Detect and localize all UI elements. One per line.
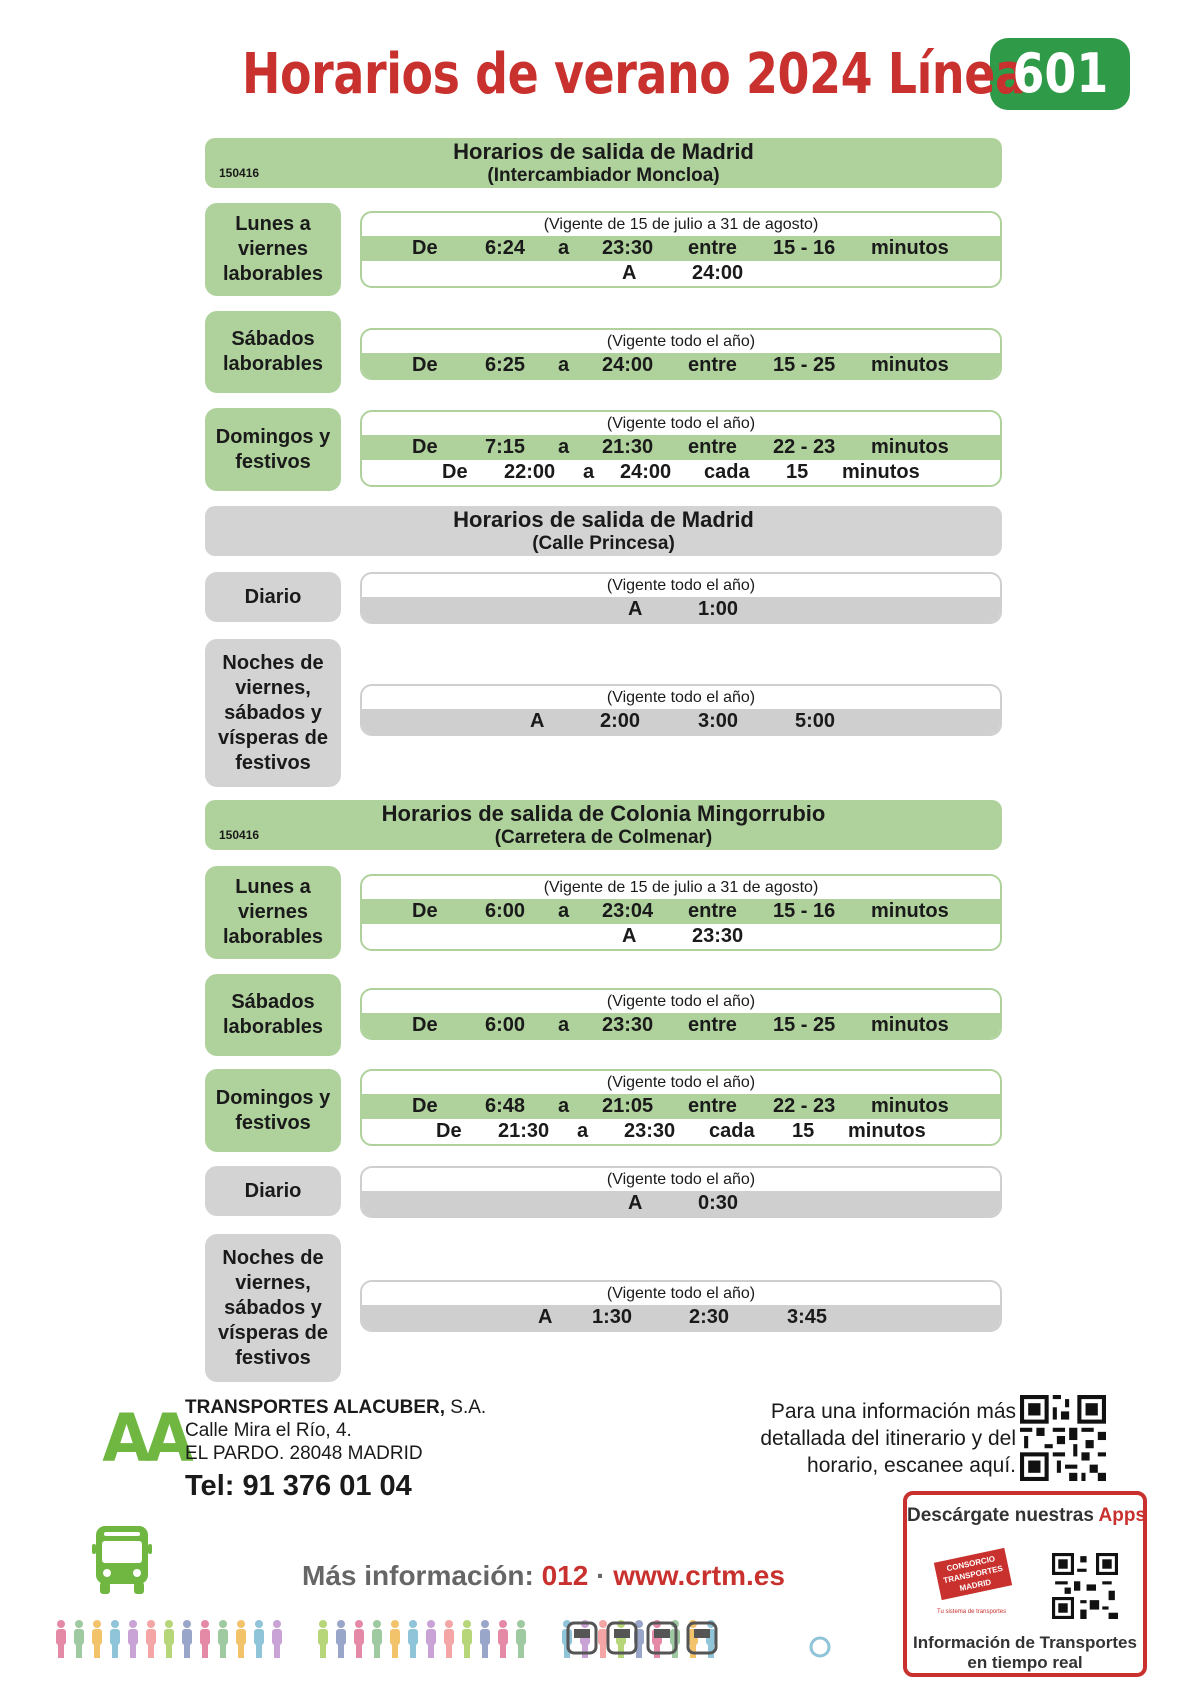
cell: 6:48 (485, 1095, 526, 1117)
schedule-moncloa-weekdays (360, 211, 1002, 288)
cell: A (628, 1192, 643, 1214)
apps-title-text: Descárgate nuestras (907, 1505, 1099, 1526)
person-figure-icon (254, 1620, 264, 1658)
cell: 2:30 (689, 1306, 730, 1328)
section-subtitle: (Intercambiador Moncloa) (487, 165, 720, 186)
cell: 6:25 (485, 354, 526, 376)
cell: 15 - 25 (773, 1014, 836, 1036)
line-number: 601 (1012, 42, 1108, 105)
cell: 15 (792, 1120, 815, 1142)
cell: 23:30 (692, 925, 744, 947)
schedule-princesa-daily (360, 572, 1002, 624)
validity-note: (Vigente todo el año) (606, 689, 756, 706)
schedule-row (362, 1305, 1000, 1330)
company-phone: Tel: 91 376 01 04 (185, 1470, 412, 1502)
cell: 21:05 (602, 1095, 654, 1117)
cell: 23:04 (602, 900, 654, 922)
schedule-moncloa-sundays (360, 410, 1002, 487)
cell: 6:00 (485, 900, 526, 922)
company-address-2: EL PARDO. 28048 MADRID (185, 1443, 423, 1464)
person-figure-icon (56, 1620, 66, 1658)
company-logo: AA (102, 1400, 188, 1477)
more-info (302, 1560, 785, 1592)
cell: De (412, 1095, 438, 1117)
schedule-row (362, 709, 1000, 734)
section-subtitle: (Carretera de Colmenar) (494, 827, 713, 848)
validity-note: (Vigente todo el año) (606, 993, 756, 1010)
cell: minutos (848, 1120, 926, 1142)
cell: 3:45 (787, 1306, 828, 1328)
section-title: Horarios de salida de Colonia Mingorrubio (381, 801, 826, 826)
separator: · (588, 1560, 614, 1591)
cell: 15 - 16 (773, 900, 836, 922)
schedule-row (362, 435, 1000, 460)
people-figures-icon (50, 1615, 890, 1665)
cell: 6:00 (485, 1014, 526, 1036)
bus-icon (92, 1524, 152, 1596)
cell: De (412, 1014, 438, 1036)
cell: 22 - 23 (773, 436, 836, 458)
person-figure-icon (110, 1620, 120, 1658)
section-header-mingorrubio (205, 800, 1002, 850)
schedule-row (362, 1013, 1000, 1038)
line-code: 150416 (219, 828, 260, 842)
person-figure-icon (164, 1620, 174, 1658)
cell: De (412, 900, 438, 922)
cell: A (628, 598, 643, 620)
cell: a (558, 237, 570, 259)
crtm-logo: CONSORCIO TRANSPORTES MADRID (934, 1548, 1012, 1600)
cell: 2:00 (600, 710, 641, 732)
person-figure-icon (336, 1620, 346, 1658)
schedule-moncloa-saturdays (360, 328, 1002, 380)
day-label-saturdays: Sábados laborables (205, 311, 341, 393)
apps-title-highlight: Apps (1098, 1505, 1147, 1526)
cell: entre (688, 354, 737, 376)
info-phone[interactable]: 012 (541, 1560, 589, 1591)
cell: entre (688, 1095, 737, 1117)
section-header-princesa (205, 506, 1002, 556)
cell: minutos (871, 354, 949, 376)
person-figure-icon (372, 1620, 382, 1658)
cell: a (558, 1014, 570, 1036)
cell: minutos (871, 1095, 949, 1117)
schedule-mingorrubio-sundays (360, 1069, 1002, 1146)
info-url-link[interactable]: www.crtm.es (613, 1560, 785, 1591)
cell: 3:00 (698, 710, 739, 732)
company-name: TRANSPORTES ALACUBER, (185, 1397, 446, 1418)
apps-panel (903, 1491, 1147, 1677)
title-text: Horarios de verano 2024 Línea (241, 41, 1026, 107)
section-subtitle: (Calle Princesa) (532, 533, 675, 554)
day-label-weekdays: Lunes a viernes laborables (205, 866, 341, 959)
schedule-row (362, 1094, 1000, 1119)
day-label-sundays: Domingos y festivos (205, 1069, 341, 1152)
validity-note: (Vigente todo el año) (606, 1074, 756, 1091)
person-figure-icon (390, 1620, 400, 1658)
validity-note: (Vigente todo el año) (606, 1171, 756, 1188)
validity-note: (Vigente todo el año) (606, 333, 756, 350)
person-figure-icon (480, 1620, 490, 1658)
cell: 22 - 23 (773, 1095, 836, 1117)
cell: A (538, 1306, 553, 1328)
cell: 21:30 (602, 436, 654, 458)
cell: 5:00 (795, 710, 836, 732)
section-title: Horarios de salida de Madrid (453, 507, 754, 532)
day-label-daily: Diario (205, 572, 341, 622)
schedule-princesa-nights (360, 684, 1002, 736)
cell: 15 - 25 (773, 354, 836, 376)
person-figure-icon (74, 1620, 84, 1658)
cell: a (558, 900, 570, 922)
person-figure-icon (318, 1620, 328, 1658)
person-figure-icon (444, 1620, 454, 1658)
cell: entre (688, 436, 737, 458)
section-title: Horarios de salida de Madrid (453, 139, 754, 164)
cell: 7:15 (485, 436, 526, 458)
cell: 0:30 (698, 1192, 739, 1214)
validity-note: (Vigente todo el año) (606, 415, 756, 432)
person-figure-icon (182, 1620, 192, 1658)
cell: minutos (842, 461, 920, 483)
cell: minutos (871, 436, 949, 458)
validity-note: (Vigente todo el año) (606, 1285, 756, 1302)
apps-footer: Información de Transportes en tiempo real (913, 1633, 1137, 1672)
person-figure-icon (272, 1620, 282, 1658)
person-figure-icon (498, 1620, 508, 1658)
day-label-nights: Noches de viernes, sábados y vísperas de festivos (205, 639, 341, 787)
schedule-row (362, 460, 1000, 485)
validity-note: (Vigente todo el año) (606, 577, 756, 594)
schedule-row (362, 597, 1000, 622)
cell: 22:00 (504, 461, 556, 483)
cell: minutos (871, 1014, 949, 1036)
cell: minutos (871, 237, 949, 259)
day-label-sundays: Domingos y festivos (205, 408, 341, 491)
schedule-row (362, 1191, 1000, 1216)
cell: A (622, 925, 637, 947)
cell: 23:30 (624, 1120, 676, 1142)
schedule-row (362, 236, 1000, 261)
cell: a (558, 1095, 570, 1117)
cell: De (442, 461, 468, 483)
person-figure-icon (128, 1620, 138, 1658)
company-suffix: S.A. (445, 1397, 487, 1418)
more-info-label: Más información: (302, 1560, 534, 1591)
cell: 15 (786, 461, 809, 483)
cell: De (412, 436, 438, 458)
company-address-1: Calle Mira el Río, 4. (185, 1420, 352, 1441)
qr-instructions: Para una información más detallada del itinerario y del horario, escanee aquí. (760, 1400, 1016, 1477)
cell: 1:30 (592, 1306, 633, 1328)
cell: a (583, 461, 595, 483)
section-header-moncloa (205, 138, 1002, 188)
day-label-daily: Diario (205, 1166, 341, 1216)
schedule-row (362, 924, 1000, 949)
apps-title (907, 1505, 1147, 1527)
person-figure-icon (408, 1620, 418, 1658)
cell: entre (688, 237, 737, 259)
cell: cada (709, 1120, 755, 1142)
person-figure-icon (146, 1620, 156, 1658)
person-figure-icon (462, 1620, 472, 1658)
cell: De (436, 1120, 462, 1142)
cell: A (622, 262, 637, 284)
cell: entre (688, 1014, 737, 1036)
cell: minutos (871, 900, 949, 922)
line-code: 150416 (219, 166, 260, 180)
cell: a (558, 436, 570, 458)
day-label-weekdays: Lunes a viernes laborables (205, 203, 341, 296)
schedule-row (362, 1119, 1000, 1144)
schedule-mingorrubio-weekdays (360, 874, 1002, 951)
person-figure-icon (200, 1620, 210, 1658)
cell: 24:00 (620, 461, 672, 483)
cell: De (412, 354, 438, 376)
person-figure-icon (426, 1620, 436, 1658)
cell: 24:00 (602, 354, 654, 376)
validity-note: (Vigente de 15 de julio a 31 de agosto) (543, 879, 819, 896)
person-figure-icon (236, 1620, 246, 1658)
cell: A (530, 710, 545, 732)
cell: 23:30 (602, 1014, 654, 1036)
wheelchair-icon (811, 1638, 829, 1656)
schedule-mingorrubio-daily (360, 1166, 1002, 1218)
schedule-row (362, 899, 1000, 924)
person-figure-icon (354, 1620, 364, 1658)
validity-note: (Vigente de 15 de julio a 31 de agosto) (543, 216, 819, 233)
day-label-saturdays: Sábados laborables (205, 974, 341, 1056)
cell: cada (704, 461, 750, 483)
company-info (185, 1396, 486, 1503)
schedule-row (362, 261, 1000, 286)
cell: 23:30 (602, 237, 654, 259)
day-label-nights: Noches de viernes, sábados y vísperas de festivos (205, 1234, 341, 1382)
cell: a (558, 354, 570, 376)
person-figure-icon (516, 1620, 526, 1658)
schedule-mingorrubio-saturdays (360, 988, 1002, 1040)
schedule-mingorrubio-nights (360, 1280, 1002, 1332)
crtm-logo-subtitle: Tu sistema de transportes (937, 1609, 1007, 1615)
page-title (0, 38, 1200, 110)
cell: 15 - 16 (773, 237, 836, 259)
cell: entre (688, 900, 737, 922)
cell: De (412, 237, 438, 259)
cell: a (577, 1120, 589, 1142)
cell: 24:00 (692, 262, 744, 284)
cell: 21:30 (498, 1120, 550, 1142)
cell: 1:00 (698, 598, 739, 620)
qr-code-icon[interactable] (1052, 1553, 1118, 1619)
person-figure-icon (218, 1620, 228, 1658)
person-figure-icon (92, 1620, 102, 1658)
qr-code-icon[interactable] (1020, 1395, 1106, 1481)
cell: 6:24 (485, 237, 526, 259)
schedule-row (362, 353, 1000, 378)
